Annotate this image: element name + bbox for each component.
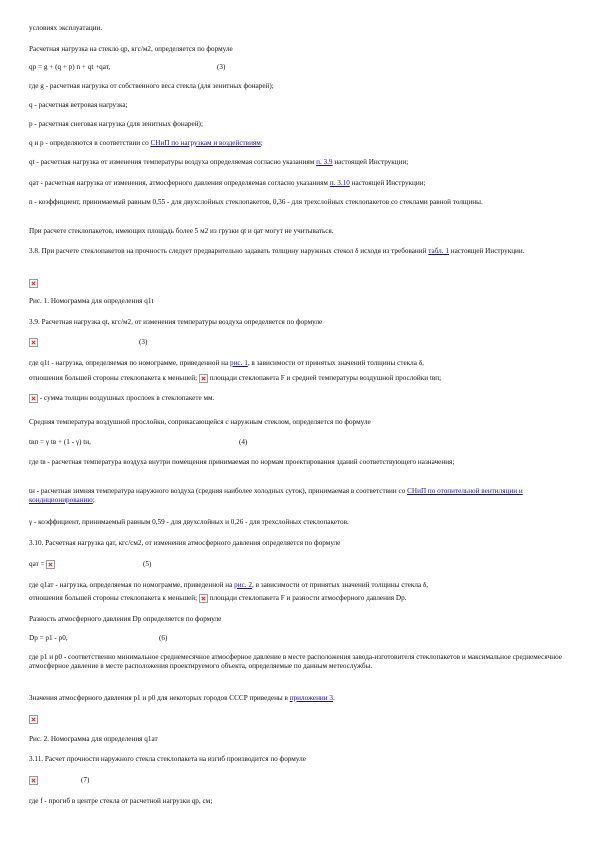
formula-line: [29, 63, 569, 72]
text: q и р - определяются в соответствии со: [29, 139, 151, 147]
link-appendix-3[interactable]: приложении 3: [289, 694, 334, 702]
text: - сумма толщин воздушных прослоек в стеклопакете мм.: [38, 394, 215, 403]
equation-number: (3): [217, 63, 226, 71]
text: qt - расчетная нагрузка от изменения температуры воздуха определяемая согласно указаниям: [29, 158, 317, 166]
equation-number: (6): [159, 634, 168, 642]
text: где q1ат - нагрузка, определяемая по номограмме, приведенной на: [29, 581, 235, 589]
formula-line: [29, 560, 569, 569]
text: настоящей Инструкции;: [332, 158, 409, 166]
paragraph: [29, 158, 569, 167]
paragraph: [29, 581, 569, 590]
paragraph: где tв - расчетная температура воздуха внутри помещения принимаемая по нормам проектирования зданий соответствующего назначения;: [29, 458, 455, 466]
paragraph: [29, 139, 569, 148]
text: отношения большей стороны стеклопакета к меньшей;: [29, 374, 198, 383]
paragraph: где f - прогиб в центре стекла от расчетной нагрузки qр, см;: [29, 797, 213, 805]
paragraph: [29, 179, 569, 188]
equation-number: (4): [239, 438, 248, 446]
paragraph: [29, 487, 567, 505]
link-table-1[interactable]: табл. 1: [428, 247, 449, 255]
text: tн - расчетная зимняя температура наружного воздуха (средняя наиболее холодных суток), принимаемая в соответствии со: [29, 487, 408, 495]
equation-number: (5): [143, 560, 152, 568]
paragraph: [29, 694, 569, 703]
text: qат - расчетная нагрузка от изменения, атмосферного давления определяемая согласно указаниям: [29, 179, 330, 187]
text: настоящей Инструкции;: [349, 179, 426, 187]
paragraph: 3.9. Расчетная нагрузка qt, кгс/м2, от изменения температуры воздуха определяется по формуле: [29, 318, 323, 326]
paragraph: [29, 394, 569, 403]
formula: qат =: [29, 560, 47, 569]
paragraph: условиях эксплуатации.: [29, 24, 103, 32]
link-fig-1[interactable]: рис. 1: [229, 359, 248, 367]
paragraph: Разность атмосферного давления Dр определяется по формуле: [29, 615, 222, 623]
formula-line: [29, 776, 569, 785]
paragraph: где р1 и р0 - соответственно минимальное среднемесячное атмосферное давление в месте расположения завода-изготовителя стеклопакетов и максимальное среднемесячное атмосферное давление в месте расположения проектируемого объекта, определяемые по данным метеослужбы.: [29, 653, 562, 670]
paragraph: [29, 359, 569, 368]
paragraph: [29, 594, 569, 603]
link-p-3-10[interactable]: п. 3.10: [329, 179, 350, 187]
formula-line: [29, 438, 569, 447]
text: ;: [92, 496, 95, 504]
paragraph: n - коэффициент, принимаемый равным 0,55 - для двухслойных стеклопакетов, 0,36 - для трехслойных стеклопакетов со стеклами равной толщины.: [29, 198, 483, 206]
broken-image-icon: [29, 394, 38, 403]
broken-image-icon: [29, 279, 38, 288]
paragraph: [29, 374, 569, 383]
equation-number: (3): [139, 338, 148, 346]
paragraph: 3.11. Расчет прочности наружного стекла стеклопакета на изгиб производится по формуле: [29, 755, 306, 763]
link-p-3-9[interactable]: п. 3.9: [316, 158, 333, 166]
text: .: [333, 694, 335, 702]
paragraph: 3.10. Расчетная нагрузка qат, кгс/см2, от изменения атмосферного давления определяется по формуле: [29, 539, 341, 547]
paragraph: γ - коэффициент, принимаемый равным 0,59 - для двухслойных и 0,26 - для трехслойных стеклопакетов.: [29, 518, 349, 526]
link-snip-heating[interactable]: СНиП по отопительной вентиляции и кондиционированию: [29, 487, 523, 504]
paragraph: [29, 247, 567, 256]
text: отношения большей стороны стеклопакета к меньшей;: [29, 594, 198, 603]
paragraph: Средняя температура воздушной прослойки, соприкасающейся с наружным стеклом, определяется по формуле: [29, 418, 371, 426]
broken-image-icon: [199, 594, 208, 603]
formula: Dр = р1 - р0,: [29, 634, 68, 642]
text: где q1t - нагрузка, определяемая по номограмме, приведенной на: [29, 359, 230, 367]
broken-image-icon: [46, 560, 55, 569]
broken-image-icon: [199, 374, 208, 383]
paragraph: р - расчетная снеговая нагрузка (для зенитных фонарей);: [29, 120, 203, 128]
paragraph: Расчетная нагрузка на стекло qр, кгс/м2, определяется по формуле: [29, 45, 233, 53]
paragraph: При расчете стеклопакетов, имеющих площадь более 5 м2 из грузки qt и qат могут не учитываться.: [29, 227, 334, 235]
figure-caption: Рис. 1. Номограмма для определения q1t: [29, 297, 154, 305]
text: площади стеклопакета F и средней температуры воздушной прослойки tвп;: [209, 374, 442, 383]
text: настоящей Инструкции.: [448, 247, 525, 255]
broken-image-icon: [29, 338, 38, 347]
formula: qр = g + (q + р) n + qt +qат,: [29, 63, 111, 71]
text: 3.8. При расчете стеклопакетов на прочность следует предварительно задавать толщину наружных стекол δ исходя из требований: [29, 247, 429, 255]
paragraph: где g - расчетная нагрузка от собственного веса стекла (для зенитных фонарей);: [29, 82, 274, 90]
broken-image-icon: [29, 776, 38, 785]
formula: tвп = γ tв + (1 - γ) tн,: [29, 438, 91, 446]
link-fig-2[interactable]: рис. 2: [234, 581, 252, 589]
equation-number: (7): [81, 776, 90, 784]
text: , в зависимости от принятых значений толщины стекла δ,: [251, 581, 429, 589]
figure-caption: Рис. 2. Номограмма для определения q1ат: [29, 735, 158, 743]
paragraph: q - расчетная ветровая нагрузка;: [29, 101, 128, 109]
link-snip-loads[interactable]: СНиП по нагрузкам и воздействиям: [150, 139, 261, 147]
formula-line: [29, 338, 569, 347]
text: ;: [260, 139, 263, 147]
text: , в зависимости от принятых значений толщины стекла δ,: [247, 359, 424, 367]
formula-line: [29, 634, 569, 643]
text: Значения атмосферного давления р1 и р0 для некоторых городов СССР приведены в: [29, 694, 290, 702]
broken-image-icon: [29, 715, 38, 724]
text: площади стеклопакета F и разности атмосферного давления Dр.: [209, 594, 407, 603]
